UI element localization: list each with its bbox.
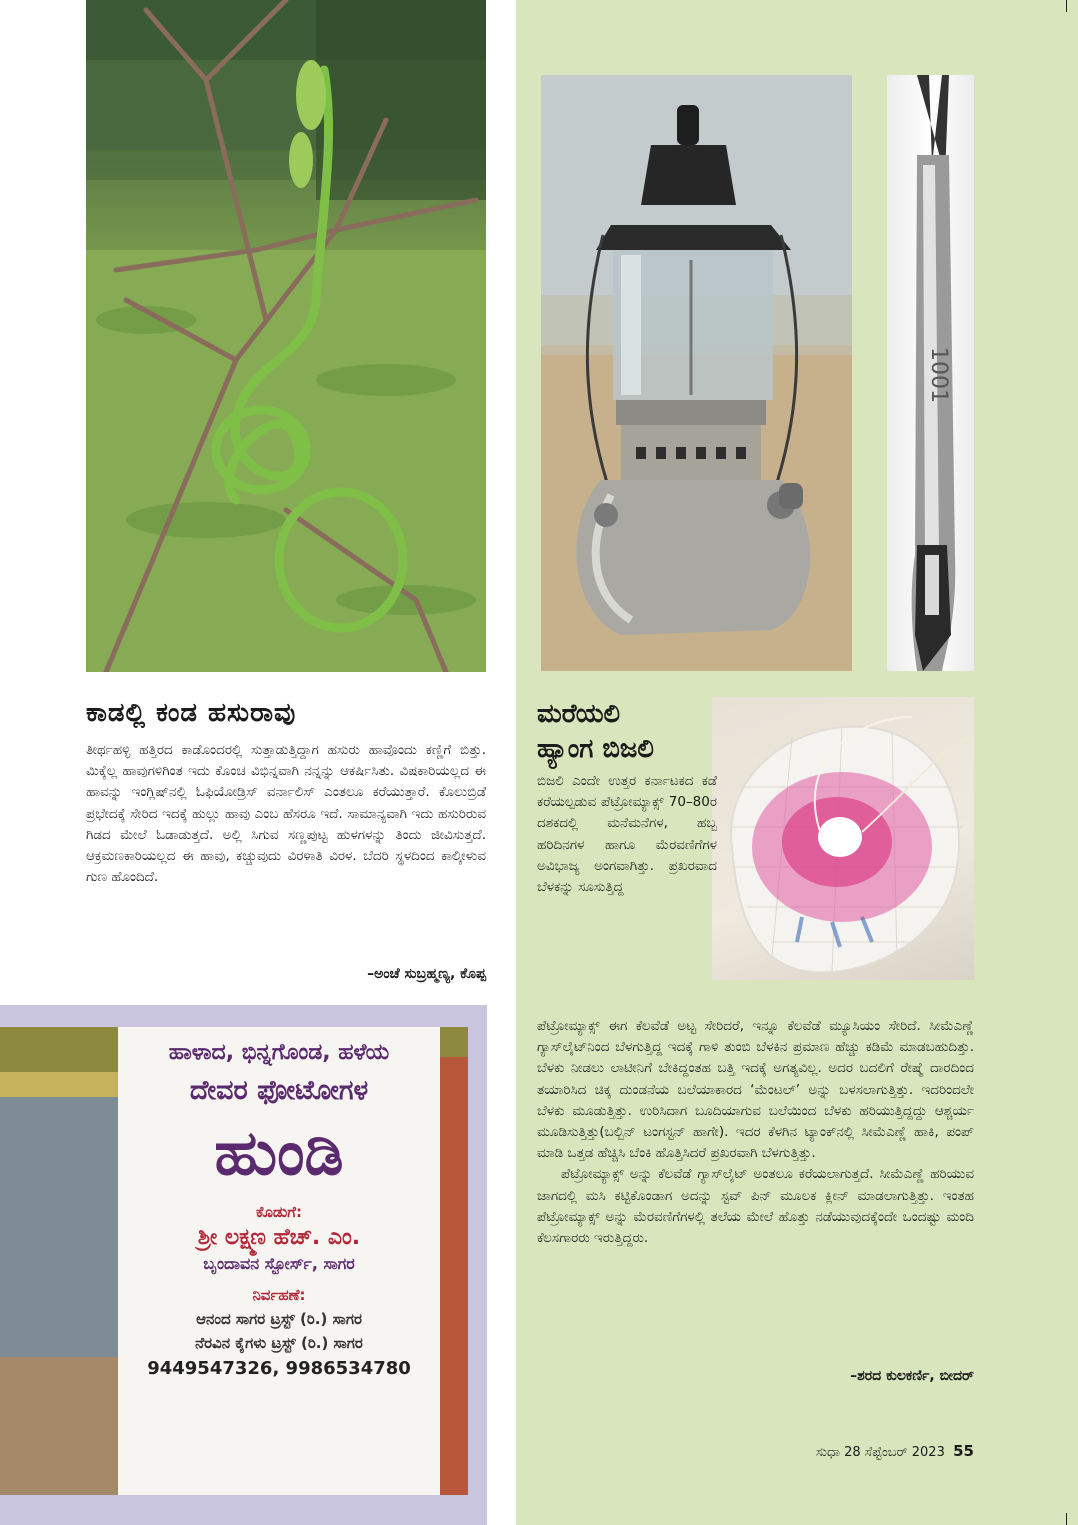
lamp-article-heading: [537, 697, 707, 767]
lamp-article-paragraph: ಪೆಟ್ರೋಮ್ಯಾಕ್ಸ್ ಈಗ ಕೆಲವೆಡೆ ಅಟ್ಟ ಸೇರಿದರೆ, ಇನ್ನೂ ಕೆಲವೆಡೆ ಮ್ಯೂಸಿಯಂ ಸೇರಿದೆ. ಸೀಮೆಎಣ್ಣೆ ಗ್ಯಾಸ್‌ಲೈಟ್‌ನಿಂದ ಬೆಳಗುತ್ತಿದ್ದ ಇದಕ್ಕೆ ಗಾಳಿ ತುಂಬಿ ಬೆಳಕಿನ ಪ್ರಮಾಣ ಹೆಚ್ಚು ಕಡಿಮೆ ಮಾಡಬಹುದಿತ್ತು. ಬೆಳಕು ನೀಡಲು ಲಾಟೀನಿಗೆ ಬೇಕಿದ್ದಂತಹ ಬತ್ತಿ ಇದಕ್ಕೆ ಅಗತ್ಯವಿಲ್ಲ. ಅದರ ಬದಲಿಗೆ ರೇಷ್ಮೆ ದಾರದಿಂದ ತಯಾರಿಸಿದ ಚಿಕ್ಕ ದುಂಡನೆಯ ಬಲೆಯಾಕಾರದ ‘ಮೆಂಟಲ್’ ಅನ್ನು ಬಳಸಲಾಗುತ್ತಿತ್ತು. ಇದರಿಂದಲೇ ಬೆಳಕು ಮೂಡುತ್ತಿತ್ತು. ಉರಿಸಿದಾಗ ಬೂದಿಯಾಗುವ ಬಲೆಯಿಂದ ಬೆಳಕು ಹರಿಯುತ್ತಿದ್ದದ್ದು ಆಶ್ಚರ್ಯ ಮೂಡಿಸುತ್ತಿತ್ತು(ಬಲ್ಬಿನ್ ಟಂಗಸ್ಟನ್ ಹಾಗೇ). ಇದರ ಕೆಳಗಿನ ಟ್ಯಾಂಕ್‌ನಲ್ಲಿ ಸೀಮೆಎಣ್ಣೆ ಹಾಕಿ, ಪಂಪ್ ಮಾಡಿ ಒತ್ತಡ ಹೆಚ್ಚಿಸಿ ಬೆಂಕಿ ಹೊತ್ತಿಸಿದರೆ ಪ್ರಖರವಾಗಿ ಬೆಳಗುತ್ತಿತ್ತು.: [537, 1018, 974, 1162]
board-org-label: ನಿರ್ವಹಣೆ:: [252, 1286, 306, 1304]
board-title: ಹುಂಡಿ: [214, 1116, 344, 1189]
stove-pin-tool-photo: [887, 75, 974, 671]
board-org2: ನೆರವಿನ ಕೈಗಳು ಟ್ರಸ್ಟ್ (ರಿ.) ಸಾಗರ: [195, 1334, 363, 1352]
green-vine-snake-photo: [86, 0, 486, 672]
magazine-date: ಸುಧಾ 28 ಸೆಪ್ಟೆಂಬರ್ 2023: [815, 1445, 945, 1460]
board-phones: 9449547326, 9986534780: [147, 1358, 411, 1379]
lamp-heading-line2: ಹ್ಯಾಂಗ ಬಿಜಲಿ: [537, 734, 654, 764]
tool-engraving: 1001: [926, 347, 951, 403]
lamp-article-signature: –ಶರದ ಕುಲಕರ್ಣಿ, ಬೀದರ್: [850, 1368, 974, 1384]
crop-mark: [1066, 0, 1067, 12]
petromax-lamp-photo: [541, 75, 852, 671]
board-line1: ಹಾಳಾದ, ಭಿನ್ನಗೊಂಡ, ಹಳೆಯ: [168, 1040, 390, 1065]
board-donor-store: ಬೃಂದಾವನ ಸ್ಟೋರ್ಸ್, ಸಾಗರ: [203, 1254, 355, 1273]
gas-mantle-photo: [712, 697, 974, 980]
lamp-article-body-intro: ಬಿಜಲಿ ಎಂದೇ ಉತ್ತರ ಕರ್ನಾಟಕದ ಕಡೆ ಕರೆಯಲ್ಪಡುವ ಪೆಟ್ರೋಮ್ಯಾಕ್ಸ್ 70–80ರ ದಶಕದಲ್ಲಿ ಮನೆಮನೆಗಳ, ಹಬ್ಬ ಹರಿದಿನಗಳ ಹಾಗೂ ಮೆರವಣಿಗೆಗಳ ಅವಿಭಾಜ್ಯ ಅಂಗವಾಗಿತ್ತು. ಪ್ರಖರವಾದ ಬೆಳಕನ್ನು ಸೂಸುತ್ತಿದ್ದ: [537, 773, 717, 896]
hundi-board-sign: [118, 1032, 440, 1472]
board-donor-name: ಶ್ರೀ ಲಕ್ಷ್ಮಣ ಹೆಚ್. ಎಂ.: [197, 1225, 361, 1250]
lamp-article-paragraph: ಪೆಟ್ರೋಮ್ಯಾಕ್ಸ್ ಅನ್ನು ಕೆಲವೆಡೆ ಗ್ಯಾಸ್‌ಲೈಟ್ ಅಂತಲೂ ಕರೆಯಲಾಗುತ್ತದೆ. ಸೀಮೆಎಣ್ಣೆ ಹರಿಯುವ ಜಾಗದಲ್ಲಿ ಮಸಿ ಕಟ್ಟಿಕೊಂಡಾಗ ಅದನ್ನು ಸ್ಟವ್ ಪಿನ್ ಮೂಲಕ ಕ್ಲೀನ್ ಮಾಡಲಾಗುತ್ತಿತ್ತು. ಇಂತಹ ಪೆಟ್ರೋಮ್ಯಾಕ್ಸ್ ಅನ್ನು ಮೆರವಣಿಗೆಗಳಲ್ಲಿ ತಲೆಯ ಮೇಲೆ ಹೊತ್ತು ನಡೆಯುವುದಕ್ಕೆಂದೇ ಒಂದಷ್ಟು ಮಂದಿ ಕೆಲಸಗಾರರು ಇರುತ್ತಿದ್ದರು.: [537, 1166, 974, 1247]
page-number: 55: [953, 1442, 974, 1460]
lamp-article-body-main: [537, 1016, 974, 1249]
crop-mark: [1066, 1513, 1067, 1525]
lamp-heading-line1: ಮರೆಯಲಿ: [537, 699, 621, 729]
board-donor-label: ಕೊಡುಗೆ:: [256, 1203, 302, 1221]
page-folio: [760, 1442, 974, 1460]
board-org1: ಆನಂದ ಸಾಗರ ಟ್ರಸ್ಟ್ (ರಿ.) ಸಾಗರ: [196, 1310, 362, 1328]
snake-article-heading: ಕಾಡಲ್ಲಿ ಕಂಡ ಹಸುರಾವು: [86, 698, 297, 728]
snake-article-signature: –ಅಂಚೆ ಸುಬ್ರಹ್ಮಣ್ಯ, ಕೊಪ್ಪ: [367, 966, 486, 982]
snake-article-body: ತೀರ್ಥಹಳ್ಳಿ ಹತ್ತಿರದ ಕಾಡೊಂದರಲ್ಲಿ ಸುತ್ತಾಡುತ್ತಿದ್ದಾಗ ಹಸುರು ಹಾವೊಂದು ಕಣ್ಣಿಗೆ ಬಿತ್ತು. ಮಿಕ್ಕೆಲ್ಲ ಹಾವುಗಳಿಗಿಂತ ಇದು ಕೊಂಚ ವಿಭಿನ್ನವಾಗಿ ನನ್ನನ್ನು ಆಕರ್ಷಿಸಿತು. ವಿಷಕಾರಿಯಲ್ಲದ ಈ ಹಾವನ್ನು ಇಂಗ್ಲಿಷ್‌ನಲ್ಲಿ ಓಫಿಯೋಡ್ರಿಸ್ ವರ್ನಾಲಿಸ್ ಎಂತಲೂ ಕರೆಯುತ್ತಾರೆ. ಕೊಲುಬ್ರಿಡೆ ಪ್ರಭೇದಕ್ಕೆ ಸೇರಿದ ಇದಕ್ಕೆ ಹುಲ್ಲು ಹಾವು ಎಂಬ ಹೆಸರೂ ಇದೆ. ಸಾಮಾನ್ಯವಾಗಿ ಇದು ಹಸುರಿರುವ ಗಿಡದ ಮೇಲೆ ಓಡಾಡುತ್ತದೆ. ಅಲ್ಲಿ ಸಿಗುವ ಸಣ್ಣಪುಟ್ಟ ಹುಳಗಳನ್ನು ತಿಂದು ಜೀವಿಸುತ್ತದೆ. ಆಕ್ರಮಣಕಾರಿಯಲ್ಲದ ಈ ಹಾವು, ಕಚ್ಚುವುದು ವಿರಳಾತಿ ವಿರಳ. ಬೆದರಿ ಸ್ಥಳದಿಂದ ಕಾಲ್ಕೀಳುವ ಗುಣ ಹೊಂದಿದೆ.: [86, 742, 486, 886]
board-line2: ದೇವರ ಫೋಟೋಗಳ: [189, 1075, 369, 1106]
